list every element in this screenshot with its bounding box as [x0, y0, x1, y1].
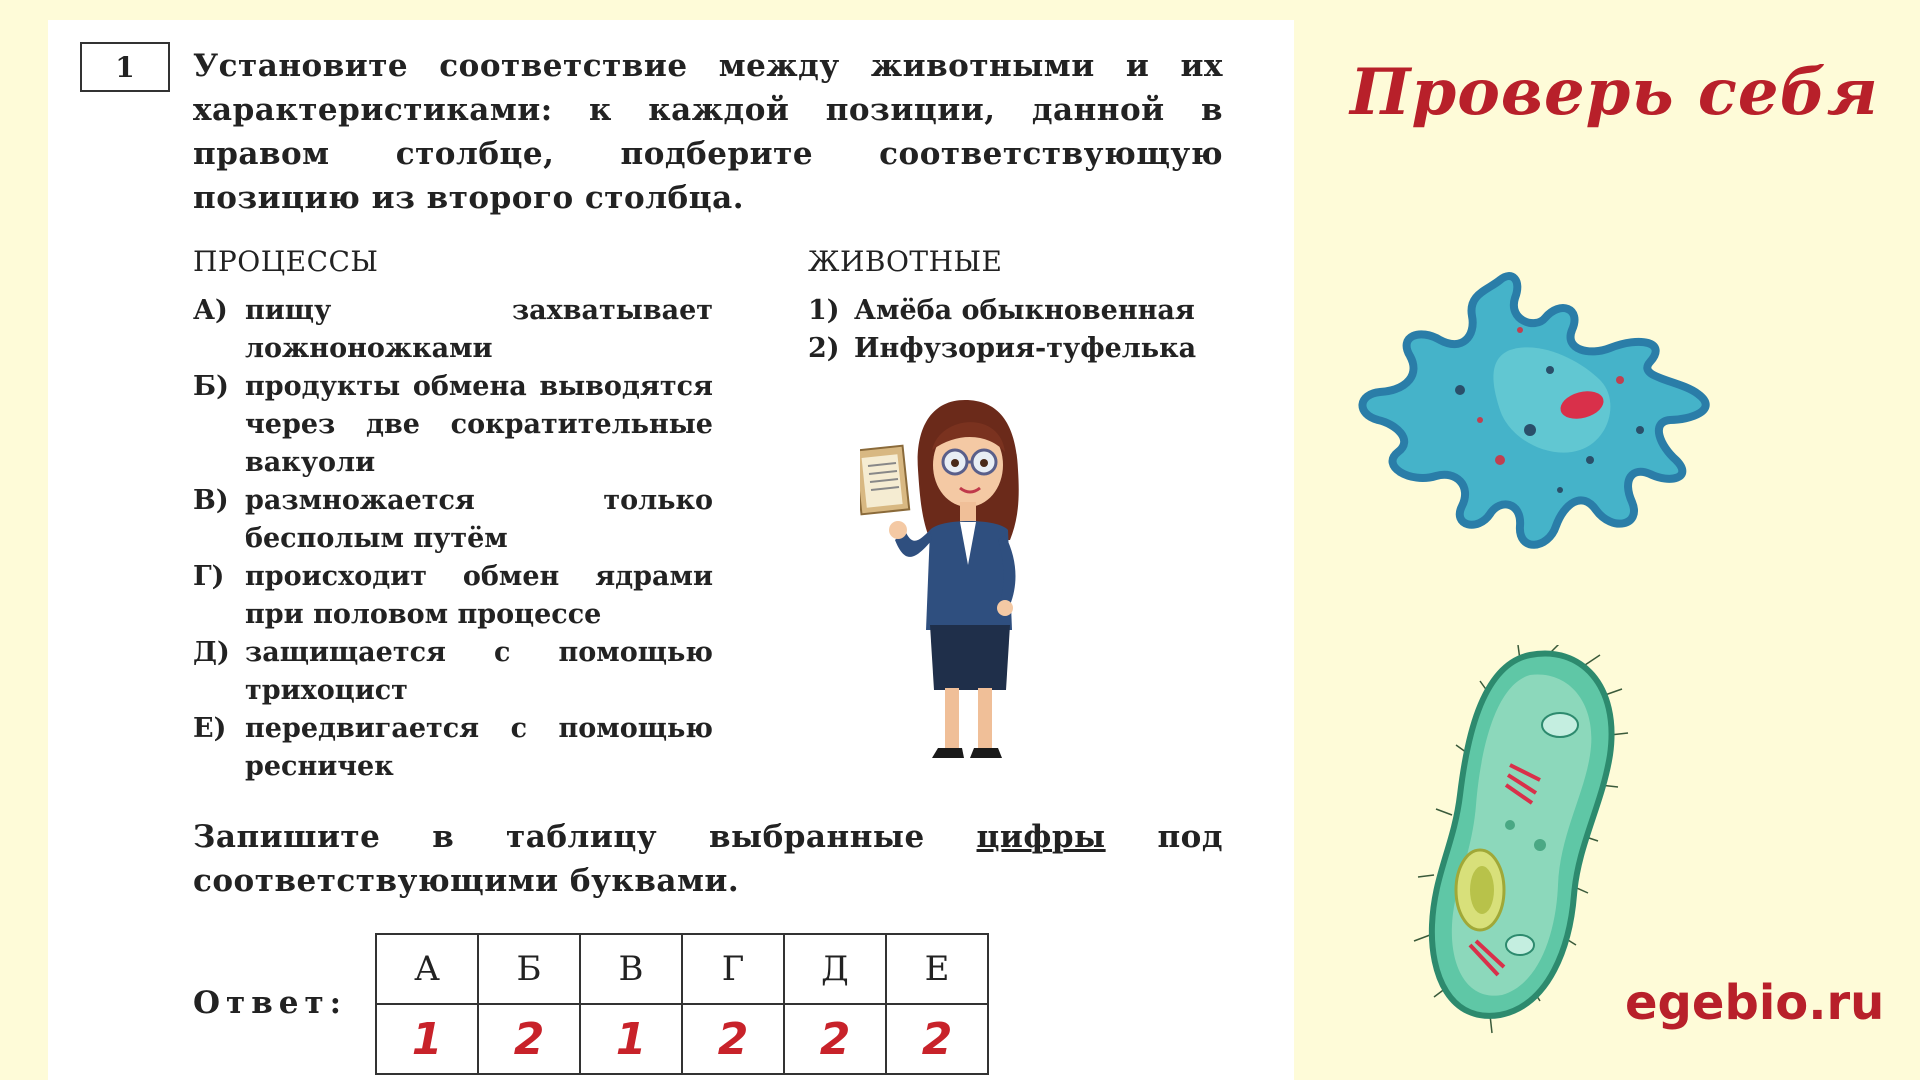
animals-heading: ЖИВОТНЫЕ — [808, 245, 1003, 278]
answer-letter-cell: Б — [478, 934, 580, 1004]
answer-table — [375, 933, 989, 1075]
process-letter: В) — [193, 485, 229, 516]
process-text: происходит обмен ядрами при половом процессе — [245, 561, 713, 630]
teacher-illustration — [860, 390, 1060, 770]
answer-letter-cell: Г — [682, 934, 784, 1004]
process-item-v — [193, 482, 713, 558]
animal-number: 2) — [808, 333, 840, 364]
question-text: Установите соответствие между животными и их характеристиками: к каждой позиции, данной в правом столбце, подберите соответствующую позицию из второго столбца. — [193, 48, 1223, 216]
process-letter: Д) — [193, 637, 230, 668]
process-item-d — [193, 634, 713, 710]
answer-letter-cell: А — [376, 934, 478, 1004]
animal-text: Амёба обыкновенная — [854, 295, 1195, 326]
animal-number: 1) — [808, 295, 840, 326]
answer-value-cell[interactable]: 1 — [580, 1004, 682, 1074]
amoeba-illustration — [1350, 270, 1750, 560]
process-text: защищается с помощью трихоцист — [245, 637, 713, 706]
answer-value-cell[interactable]: 2 — [784, 1004, 886, 1074]
answer-letter-cell: Е — [886, 934, 988, 1004]
answer-value-cell[interactable]: 1 — [376, 1004, 478, 1074]
animal-text: Инфузория-туфелька — [854, 333, 1197, 364]
animals-list — [808, 292, 1196, 368]
process-text: размножается только бесполым путём — [245, 485, 713, 554]
process-letter: Г) — [193, 561, 225, 592]
instruction-text — [193, 815, 1223, 903]
process-letter: А) — [193, 295, 228, 326]
process-letter: Е) — [193, 713, 227, 744]
check-yourself-title: Проверь себя — [1350, 55, 1879, 130]
answer-value-cell[interactable]: 2 — [682, 1004, 784, 1074]
answer-letter-cell: Д — [784, 934, 886, 1004]
process-text: продукты обмена выводятся через две сократительные вакуоли — [245, 371, 713, 478]
answer-value-cell[interactable]: 2 — [886, 1004, 988, 1074]
paramecium-illustration — [1410, 645, 1640, 1045]
instruction-before: Запишите в таблицу выбранные — [193, 819, 977, 855]
processes-heading: ПРОЦЕССЫ — [193, 245, 379, 278]
processes-list — [193, 292, 713, 786]
process-text: передвигается с помощью ресничек — [245, 713, 713, 782]
process-letter: Б) — [193, 371, 229, 402]
process-text: пищу захватывает ложноножками — [245, 295, 713, 364]
process-item-e — [193, 710, 713, 786]
instruction-after: под соответствующими буквами. — [193, 819, 1223, 899]
process-item-b — [193, 368, 713, 482]
instruction-emphasis: цифры — [976, 819, 1106, 855]
site-logo[interactable]: egebio.ru — [1625, 975, 1885, 1031]
answer-label: Ответ: — [193, 985, 348, 1021]
answer-values-row — [376, 1004, 988, 1074]
answer-letters-row — [376, 934, 988, 1004]
answer-value-cell[interactable]: 2 — [478, 1004, 580, 1074]
animal-item-1 — [808, 292, 1196, 330]
process-item-a — [193, 292, 713, 368]
question-number: 1 — [80, 42, 170, 92]
answer-letter-cell: В — [580, 934, 682, 1004]
process-item-g — [193, 558, 713, 634]
animal-item-2 — [808, 330, 1196, 368]
